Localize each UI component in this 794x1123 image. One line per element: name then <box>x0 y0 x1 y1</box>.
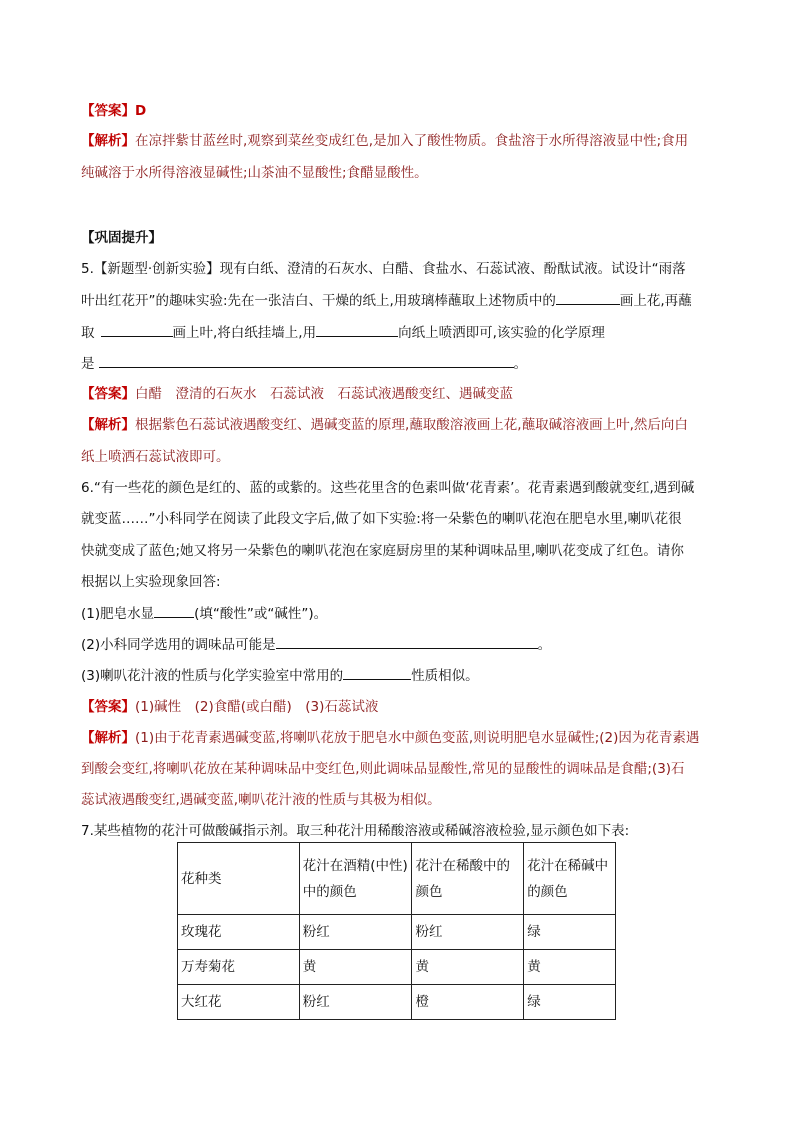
table-cell: 黄 <box>524 950 616 985</box>
answer-value: 白醋 澄清的石灰水 石蕊试液 石蕊试液遇酸变红、遇碱变蓝 <box>135 386 513 402</box>
blank-leaf-substance[interactable] <box>101 322 173 337</box>
q5-text-line: 取 画上叶,将白纸挂墙上,用 向纸上喷洒即可,该实验的化学原理 <box>81 322 605 343</box>
q6-sub-question-3: (3)喇叭花汁液的性质与化学实验室中常用的 性质相似。 <box>81 665 479 686</box>
analysis-tag: 【解析】 <box>81 730 135 746</box>
q6-text-line: 6.“有一些花的颜色是红的、蓝的或紫的。这些花里含的色素叫做‘花青素’。花青素遇到酸就变红,遇到碱 <box>81 480 695 496</box>
q5-text-line: 5.【新题型·创新实验】现有白纸、澄清的石灰水、白醋、食盐水、石蕊试液、酚酞试液。试设计“雨落 <box>81 261 686 277</box>
q4-answer <box>81 101 146 121</box>
table-row <box>178 985 616 1020</box>
flower-color-table <box>177 842 616 1020</box>
table-cell: 万寿菊花 <box>178 950 300 985</box>
table-cell: 玫瑰花 <box>178 915 300 950</box>
blank-soap-water[interactable] <box>154 603 194 618</box>
table-cell: 橙 <box>412 985 524 1020</box>
q6-analysis-line: 到酸会变红,将喇叭花放在某种调味品中变红色,则此调味品显酸性,常见的显酸性的调味品是食醋;(3)石 <box>81 761 685 777</box>
q5-text-line: 是 。 <box>81 353 527 374</box>
q6-sub-question-2: (2)小科同学选用的调味品可能是 。 <box>81 634 551 655</box>
answer-value: D <box>135 103 147 119</box>
answer-tag: 【答案】 <box>81 103 135 119</box>
header-cell: 花汁在酒精(中性) 中的颜色 <box>299 843 412 915</box>
analysis-tag: 【解析】 <box>81 133 135 149</box>
header-cell: 花种类 <box>178 843 300 915</box>
q5-answer <box>81 384 513 404</box>
table-header-row <box>178 843 616 915</box>
table-cell: 黄 <box>299 950 412 985</box>
q4-analysis-line: 纯碱溶于水所得溶液显碱性;山茶油不显酸性;食醋显酸性。 <box>81 165 428 181</box>
blank-seasoning[interactable] <box>276 634 538 649</box>
q6-analysis-line: 蕊试液遇酸变红,遇碱变蓝,喇叭花汁液的性质与其极为相似。 <box>81 792 441 808</box>
table-cell: 绿 <box>524 985 616 1020</box>
section-title: 【巩固提升】 <box>81 230 162 246</box>
table-cell: 绿 <box>524 915 616 950</box>
table-cell: 粉红 <box>412 915 524 950</box>
q5-text-line: 叶出红花开”的趣味实验:先在一张洁白、干燥的纸上,用玻璃棒蘸取上述物质中的 画上花,再蘸 <box>81 290 692 311</box>
blank-spray-substance[interactable] <box>316 322 398 337</box>
blank-principle[interactable] <box>99 353 514 368</box>
q6-answer <box>81 697 378 717</box>
table-cell: 黄 <box>412 950 524 985</box>
table-row <box>178 915 616 950</box>
q6-analysis-line <box>81 728 699 748</box>
analysis-text: (1)由于花青素遇碱变蓝,将喇叭花放于肥皂水中颜色变蓝,则说明肥皂水显碱性;(2)因为花青素遇 <box>135 730 700 746</box>
q6-text-line: 快就变成了蓝色;她又将另一朵紫色的喇叭花泡在家庭厨房里的某种调味品里,喇叭花变成了红色。请你 <box>81 543 684 559</box>
q6-text-line: 根据以上实验现象回答: <box>81 574 221 590</box>
q6-text-line: 就变蓝……”小科同学在阅读了此段文字后,做了如下实验:将一朵紫色的喇叭花泡在肥皂水里,喇叭花很 <box>81 511 682 527</box>
analysis-tag: 【解析】 <box>81 417 135 433</box>
header-cell: 花汁在稀酸中的 颜色 <box>412 843 524 915</box>
answer-tag: 【答案】 <box>81 699 135 715</box>
answer-tag: 【答案】 <box>81 386 135 402</box>
blank-reagent[interactable] <box>343 665 411 680</box>
q7-text-line: 7.某些植物的花汁可做酸碱指示剂。取三种花汁用稀酸溶液或稀碱溶液检验,显示颜色如下表: <box>81 823 630 839</box>
q6-sub-question-1: (1)肥皂水显 (填“酸性”或“碱性”)。 <box>81 603 327 624</box>
q4-analysis-line <box>81 131 688 151</box>
header-cell: 花汁在稀碱中 的颜色 <box>524 843 616 915</box>
table-cell: 粉红 <box>299 985 412 1020</box>
table-cell: 粉红 <box>299 915 412 950</box>
analysis-text: 在凉拌紫甘蓝丝时,观察到菜丝变成红色,是加入了酸性物质。食盐溶于水所得溶液显中性;食用 <box>135 133 689 149</box>
q5-analysis-line: 纸上喷洒石蕊试液即可。 <box>81 449 230 465</box>
analysis-text: 根据紫色石蕊试液遇酸变红、遇碱变蓝的原理,蘸取酸溶液画上花,蘸取碱溶液画上叶,然后向白 <box>135 417 688 433</box>
table-row <box>178 950 616 985</box>
blank-flower-substance[interactable] <box>556 290 620 305</box>
q5-analysis-line <box>81 415 688 435</box>
answer-value: (1)碱性 (2)食醋(或白醋) (3)石蕊试液 <box>135 699 379 715</box>
table-cell: 大红花 <box>178 985 300 1020</box>
